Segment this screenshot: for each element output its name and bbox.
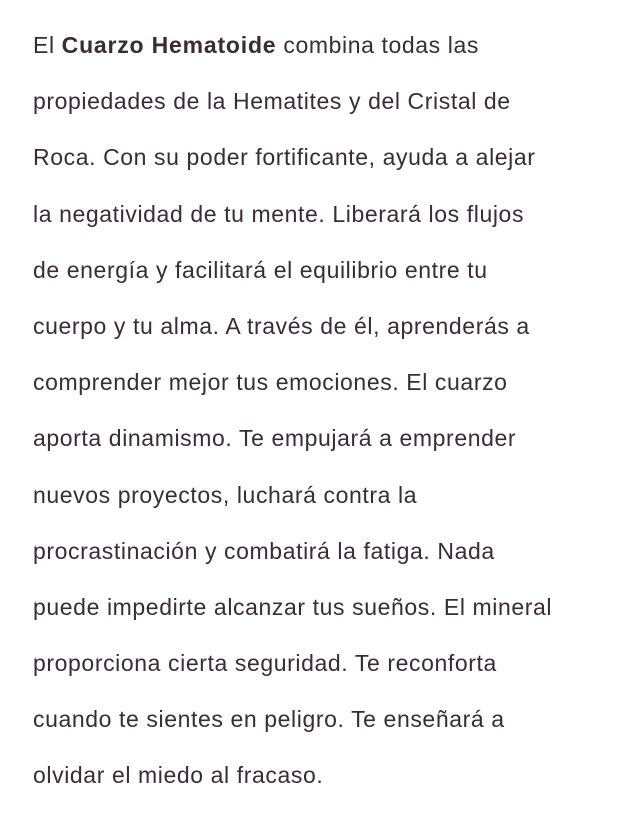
paragraph-line: aporta dinamismo. Te empujará a emprender <box>33 425 517 452</box>
text-segment: combina todas las <box>276 32 479 58</box>
paragraph-line: proporciona cierta seguridad. Te reconforta <box>33 650 497 677</box>
paragraph-line: puede impedirte alcanzar tus sueños. El mineral <box>33 593 553 620</box>
paragraph-line: nuevos proyectos, luchará contra la <box>33 481 418 508</box>
product-name-bold: Cuarzo Hematoide <box>61 32 277 58</box>
paragraph-line: Roca. Con su poder fortificante, ayuda a alejar <box>33 144 536 171</box>
paragraph-line: cuerpo y tu alma. A través de él, aprenderás a <box>33 312 530 339</box>
paragraph-line: comprender mejor tus emociones. El cuarzo <box>33 369 508 396</box>
paragraph-line: propiedades de la Hematites y del Cristal de <box>33 88 511 115</box>
description-paragraph <box>33 25 552 812</box>
text-segment: El <box>33 32 62 58</box>
paragraph-line: procrastinación y combatirá la fatiga. Nada <box>33 537 495 564</box>
paragraph-line: olvidar el miedo al fracaso. <box>33 762 324 789</box>
paragraph-line: cuando te sientes en peligro. Te enseñará a <box>33 706 505 733</box>
paragraph-line: la negatividad de tu mente. Liberará los flujos <box>33 200 525 227</box>
paragraph-line: de energía y facilitará el equilibrio entre tu <box>33 256 488 283</box>
paragraph-line <box>33 25 552 81</box>
